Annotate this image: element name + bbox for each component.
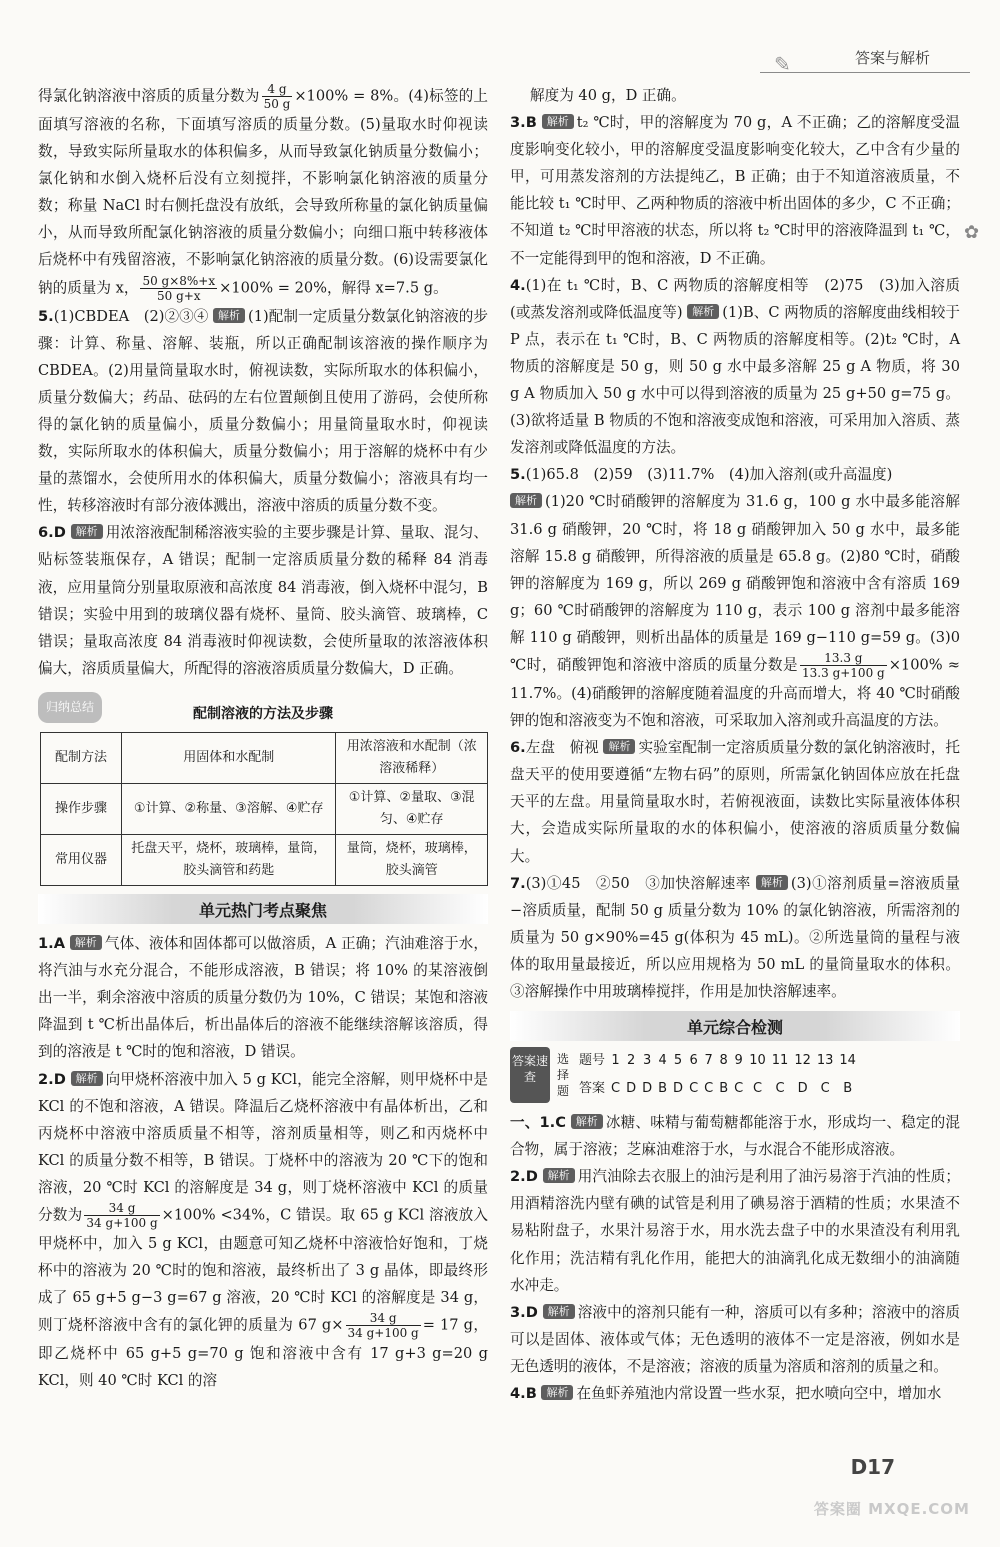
analysis-tag: 解析 bbox=[543, 1304, 575, 1319]
side-figure-icon: ✿ bbox=[964, 222, 980, 243]
table-cell: ①计算、②称量、③溶解、④贮存 bbox=[122, 784, 336, 835]
summary-heading: 配制溶液的方法及步骤 bbox=[193, 705, 333, 722]
analysis-tag: 解析 bbox=[541, 1385, 573, 1400]
section-banner: 单元综合检测 bbox=[510, 1011, 960, 1041]
answer-item-5: 5.(1)CBDEA (2)②③④ 解析 (1)配制一定质量分数氯化钠溶液的步骤：计算、称量、溶解、装瓶，所以正确配制该溶液的操作顺序为 CBDEA。(2)用量筒量取水时，俯视读数，实际所取水的体积偏小，质量分数偏大；药品、砝码的左右位置颠倒且使用了游码，会使所称得的氯化钠的质量偏小，质量分数偏小；用量筒量取水时，仰视读数，实际所取水的体积偏大，质量分数偏小；用于溶解的烧杯中有少量的蒸馏水，会使所用水的体积偏大，质量分数偏小；溶液具有均一性，转移溶液时有部分液体溅出，溶液中溶质的质量分数不变。 bbox=[38, 307, 488, 515]
answer-item-4: 4.(1)在 t₁ ℃时，B、C 两物质的溶解度相等 (2)75 (3)加入溶质(或蒸发溶剂或降低温度等) 解析 (1)B、C 两物质的溶解度曲线相较于 P 点，表示在 t₁ ℃时，B、C 两物质的溶解度相等。(2)t₂ ℃时，A 物质的溶解度是 50 g，则 50 g 水中最多溶解 25 g A 物质，将 30 g A 物质加入 50 g 水中可以得到溶液的质量为 25 g+50 g=75 g。(3)欲将适量 B 物质的不饱和溶液变成饱和溶液，可采用加入溶质、蒸发溶剂或降低温度的方法。 bbox=[510, 276, 961, 457]
question-number: 2 bbox=[626, 1053, 636, 1069]
analysis-tag: 解析 bbox=[213, 308, 245, 323]
summary-badge: 归纳总结 bbox=[38, 692, 102, 723]
table-cell: 托盘天平，烧杯，玻璃棒，量筒，胶头滴管和药匙 bbox=[122, 835, 336, 886]
answer-letter: D bbox=[642, 1081, 653, 1097]
answer-grid bbox=[576, 1047, 859, 1103]
analysis-tag: 解析 bbox=[543, 1168, 575, 1183]
fraction: $\frac{34 g}{34 g+100 g}$ bbox=[86, 1201, 158, 1230]
test-item-4: 4.B 解析 在鱼虾养殖池内常设置一些水泵，把水喷向空中，增加水 bbox=[510, 1385, 942, 1403]
question-number: 1 bbox=[611, 1053, 620, 1069]
question-number: 6 bbox=[689, 1053, 698, 1069]
question-number: 4 bbox=[658, 1053, 667, 1069]
table-cell: ①计算、②量取、③混匀、④贮存 bbox=[336, 784, 488, 835]
table-cell: 用浓溶液和水配制（浓溶液稀释） bbox=[336, 733, 488, 784]
section-banner: 单元热门考点聚焦 bbox=[38, 894, 488, 924]
analysis-tag: 解析 bbox=[603, 739, 635, 754]
analysis-tag: 解析 bbox=[542, 114, 574, 129]
answer-letter: C bbox=[734, 1081, 744, 1097]
continuation-line: 解度为 40 g，D 正确。 bbox=[530, 87, 686, 104]
table-row bbox=[576, 1075, 859, 1103]
question-number: 13 bbox=[816, 1053, 834, 1069]
fraction: $\frac{13.3 g}{13.3 g+100 g}$ bbox=[802, 650, 885, 680]
table-cell: 常用仪器 bbox=[41, 835, 122, 886]
answer-letter: C bbox=[775, 1081, 785, 1097]
question-number: 8 bbox=[719, 1053, 728, 1069]
answer-letter: B bbox=[843, 1081, 853, 1097]
question-number: 3 bbox=[642, 1053, 652, 1069]
hot-item-1: 1.A 解析 气体、液体和固体都可以做溶质，A 正确；汽油难溶于水，将汽油与水充分混合，不能形成溶液，B 错误；将 10% 的某溶液倒出一半，剩余溶液中溶质的质量分数仍为 10%，C 错误；某饱和溶液降温到 t ℃析出晶体后，析出晶体后的溶液不能继续溶解该溶质，得到的溶液是 t ℃时的饱和溶液，D 错误。 bbox=[38, 935, 488, 1061]
question-number: 9 bbox=[734, 1053, 743, 1069]
page-number: D17 bbox=[850, 1455, 895, 1479]
test-item-1: 一、1.C 解析 冰糖、味精与葡萄糖都能溶于水，形成均一、稳定的混合物，属于溶液；芝麻油难溶于水，与水混合不能形成溶液。 bbox=[510, 1114, 960, 1159]
answer-letter: D bbox=[626, 1081, 637, 1097]
row-header: 题号 bbox=[579, 1053, 606, 1069]
right-column bbox=[510, 82, 960, 1407]
continuation-paragraph: 得氯化钠溶液中溶质的质量分数为 $\frac{4 g}{50 g}$ ×100% = 8%。(4)标签的上面填写溶液的名称，下面填写溶质的质量分数。(5)量取水时仰视读数，导致实际所量取水的体积偏多，从而导致氯化钠质量分数偏小；氯化钠和水倒入烧杯后没有立刻搅拌，不影响氯化钠溶液的质量分数；称量 NaCl 时右侧托盘没有放纸，会导致所称量的氯化钠质量偏小，从而导致所配氯化钠溶液的质量分数偏小；向细口瓶中转移液体后烧杯中有残留溶液，不影响氯化钠溶液的质量分数。(6)设需要氯化钠的质量为 x， $\frac{50 g\times 8\%+x}{50 g+x}$ ×100% = 20%，解得 x=7.5 g。 bbox=[38, 82, 488, 303]
question-number: 11 bbox=[771, 1053, 789, 1069]
quick-answer-table bbox=[510, 1047, 960, 1103]
table-row bbox=[41, 733, 488, 784]
test-item-3: 3.D 解析 溶液中的溶剂只能有一种，溶质可以有多种；溶液中的溶质可以是固体、液体或气体；无色透明的液体不一定是溶液，例如水是无色透明的液体，不是溶液；溶液的质量为溶质和溶剂的质量之和。 bbox=[510, 1303, 960, 1375]
header-title: 答案与解析 bbox=[854, 49, 930, 67]
answer-letter: D bbox=[673, 1081, 684, 1097]
analysis-tag: 解析 bbox=[70, 935, 102, 950]
answer-letter: B bbox=[658, 1081, 668, 1097]
analysis-tag: 解析 bbox=[571, 1114, 603, 1129]
answer-item-5: 5.(1)65.8 (2)59 (3)11.7% (4)加入溶剂(或升高温度) bbox=[510, 466, 893, 484]
question-number: 14 bbox=[839, 1053, 856, 1069]
fraction: $\frac{34 g}{34 g+100 g}$ bbox=[347, 1311, 419, 1341]
answer-letter: C bbox=[689, 1081, 699, 1097]
answer-item-7: 7.(3)①45 ②50 ③加快溶解速率 解析 (3)①溶剂质量=溶液质量−溶质质量，配制 50 g 质量分数为 10% 的氯化钠溶液，所需溶剂的质量为 50 g×90%=45 g(体积为 45 mL)。②所选量筒的量程与液体的取用量最接近，所以应用规格为 50 mL 的量筒量取水的体积。③溶解操作中用玻璃棒搅拌，作用是加快溶解速率。 bbox=[510, 874, 960, 1000]
answer-letter: C bbox=[820, 1081, 830, 1097]
summary-box bbox=[38, 692, 488, 728]
fraction: $\frac{4 g}{50 g}$ bbox=[263, 82, 291, 111]
row-header: 答案 bbox=[579, 1081, 606, 1097]
table-cell: 操作步骤 bbox=[41, 784, 122, 835]
test-item-2: 2.D 解析 用汽油除去衣服上的油污是利用了油污易溶于汽油的性质；用酒精溶洗内壁有碘的试管是利用了碘易溶于酒精的性质；水果渣不易粘附盘子，水果汁易溶于水，用水洗去盘子中的水果渣没有利用乳化作用；洗洁精有乳化作用，能把大的油滴乳化成无数细小的油滴随水冲走。 bbox=[510, 1168, 960, 1294]
answer-letter: C bbox=[752, 1081, 763, 1097]
analysis-tag: 解析 bbox=[687, 304, 719, 319]
table-cell: 量筒，烧杯，玻璃棒，胶头滴管 bbox=[336, 835, 488, 886]
answer-item-6: 6.D 解析 用浓溶液配制稀溶液实验的主要步骤是计算、量取、混匀、贴标签装瓶保存，A 错误；配制一定溶质质量分数的稀释 84 消毒液，应用量筒分别量取原液和高浓度 84 消毒液，倒入烧杯中混匀，B 错误；实验中用到的玻璃仪器有烧杯、量筒、胶头滴管、玻璃棒，C 错误；量取高浓度 84 消毒液时仰视读数，会使所量取的浓溶液体积偏大，溶质质量偏大，所配得的溶液溶质质量分数偏大，D 正确。 bbox=[38, 524, 488, 677]
answer-letter: B bbox=[719, 1081, 729, 1097]
question-number: 5 bbox=[673, 1053, 683, 1069]
answer-letter: D bbox=[797, 1081, 808, 1097]
answer-letter: C bbox=[611, 1081, 621, 1097]
answer-item-5-analysis: 解析 (1)20 ℃时硝酸钾的溶解度为 31.6 g，100 g 水中最多能溶解 31.6 g 硝酸钾，20 ℃时，将 18 g 硝酸钾加入 50 g 水中，最多能溶解 15.8 g 硝酸钾，所得溶液的质量是 65.8 g。(2)80 ℃时，硝酸钾的溶解度为 169 g，所以 269 g 硝酸钾饱和溶液中含有溶质 169 g；60 ℃时硝酸钾的溶解度为 110 g，表示 100 g 溶剂中最多能溶解 110 g 硝酸钾，则析出晶体的质量是 169 g−110 g=59 g。(3)0 ℃时，硝酸钾饱和溶液中溶质的质量分数是 $\frac{13.3 g}{13.3 g+100 g}$ ×100% ≈ 11.7%。(4)硝酸钾的溶解度随着温度的升高而增大，将 40 ℃时硝酸钾的饱和溶液变为不饱和溶液，可采取加入溶剂或升高温度的方法。 bbox=[510, 493, 960, 730]
analysis-tag: 解析 bbox=[71, 524, 103, 539]
table-row bbox=[41, 784, 488, 835]
quick-badge: 答案速查 bbox=[510, 1047, 550, 1103]
answer-letter: C bbox=[704, 1081, 714, 1097]
table-cell: 用固体和水配制 bbox=[122, 733, 336, 784]
table-cell: 配制方法 bbox=[41, 733, 122, 784]
answer-item-6: 6.左盘 俯视 解析 实验室配制一定溶质质量分数的氯化钠溶液时，托盘天平的使用要遵循“左物右码”的原则，所需氯化钠固体应放在托盘天平的左盘。用量筒量取水时，若俯视液面，读数比实际量液体体积大，会造成实际所量取的水的体积偏小，使溶液的溶质质量分数偏大。 bbox=[510, 739, 960, 865]
analysis-tag: 解析 bbox=[71, 1071, 103, 1086]
quick-label: 选择题 bbox=[556, 1052, 569, 1099]
question-number: 10 bbox=[749, 1053, 766, 1069]
answer-item-3: 3.B 解析 t₂ ℃时，甲的溶解度为 70 g，A 不正确；乙的溶解度受温度影响变化较小，甲的溶解度受温度影响变化较大，乙中含有少量的甲，可用蒸发溶剂的方法提纯乙，B 正确；由于不知道溶液质量，不能比较 t₁ ℃时甲、乙两种物质的溶液中析出固体的多少，C 不正确；不知道 t₂ ℃时甲溶液的状态，所以将 t₂ ℃时甲的溶液降温到 t₁ ℃，不一定能得到甲的饱和溶液，D 不正确。 bbox=[510, 114, 960, 267]
header-rule bbox=[760, 72, 970, 73]
watermark: 答案圈 MXQE.COM bbox=[813, 1500, 970, 1518]
left-column bbox=[38, 82, 488, 1394]
analysis-tag: 解析 bbox=[756, 875, 788, 890]
header-decoration-icon: ✎ bbox=[774, 52, 791, 76]
method-table bbox=[40, 732, 488, 886]
fraction: $\frac{50 g\times 8\%+x}{50 g+x}$ bbox=[142, 273, 216, 303]
table-row bbox=[41, 835, 488, 886]
analysis-tag: 解析 bbox=[510, 493, 542, 508]
question-number: 12 bbox=[794, 1053, 811, 1069]
question-number: 7 bbox=[704, 1053, 713, 1069]
hot-item-2: 2.D 解析 向甲烧杯溶液中加入 5 g KCl，能完全溶解，则甲烧杯中是 KCl 的不饱和溶液，A 错误。降温后乙烧杯溶液中有晶体析出，乙和丙烧杯中溶液中溶质质量不相等，溶剂质量相等，则乙和丙烧杯中 KCl 的质量分数不相等，B 错误。丁烧杯中的溶液为 20 ℃下的饱和溶液，20 ℃时 KCl 的溶解度是 34 g，则丁烧杯溶液中 KCl 的质量分数为 $\frac{34 g}{34 g+100 g}$ ×100% <34%，C 错误。取 65 g KCl 溶液放入甲烧杯中，加入 5 g KCl，由题意可知乙烧杯中溶液恰好饱和，丁烧杯中的溶液为 20 ℃时的饱和溶液，最终析出了 3 g 晶体，即最终形成了 65 g+5 g−3 g=67 g 溶液，20 ℃时 KCl 的溶解度是 34 g，则丁烧杯溶液中含有的氯化钾的质量为 67 g× $\frac{34 g}{34 g+100 g}$ = 17 g，即乙烧杯中 65 g+5 g=70 g 饱和溶液中含有 17 g+3 g=20 g KCl，则 40 ℃时 KCl 的溶 bbox=[38, 1070, 489, 1390]
table-row bbox=[576, 1047, 859, 1075]
